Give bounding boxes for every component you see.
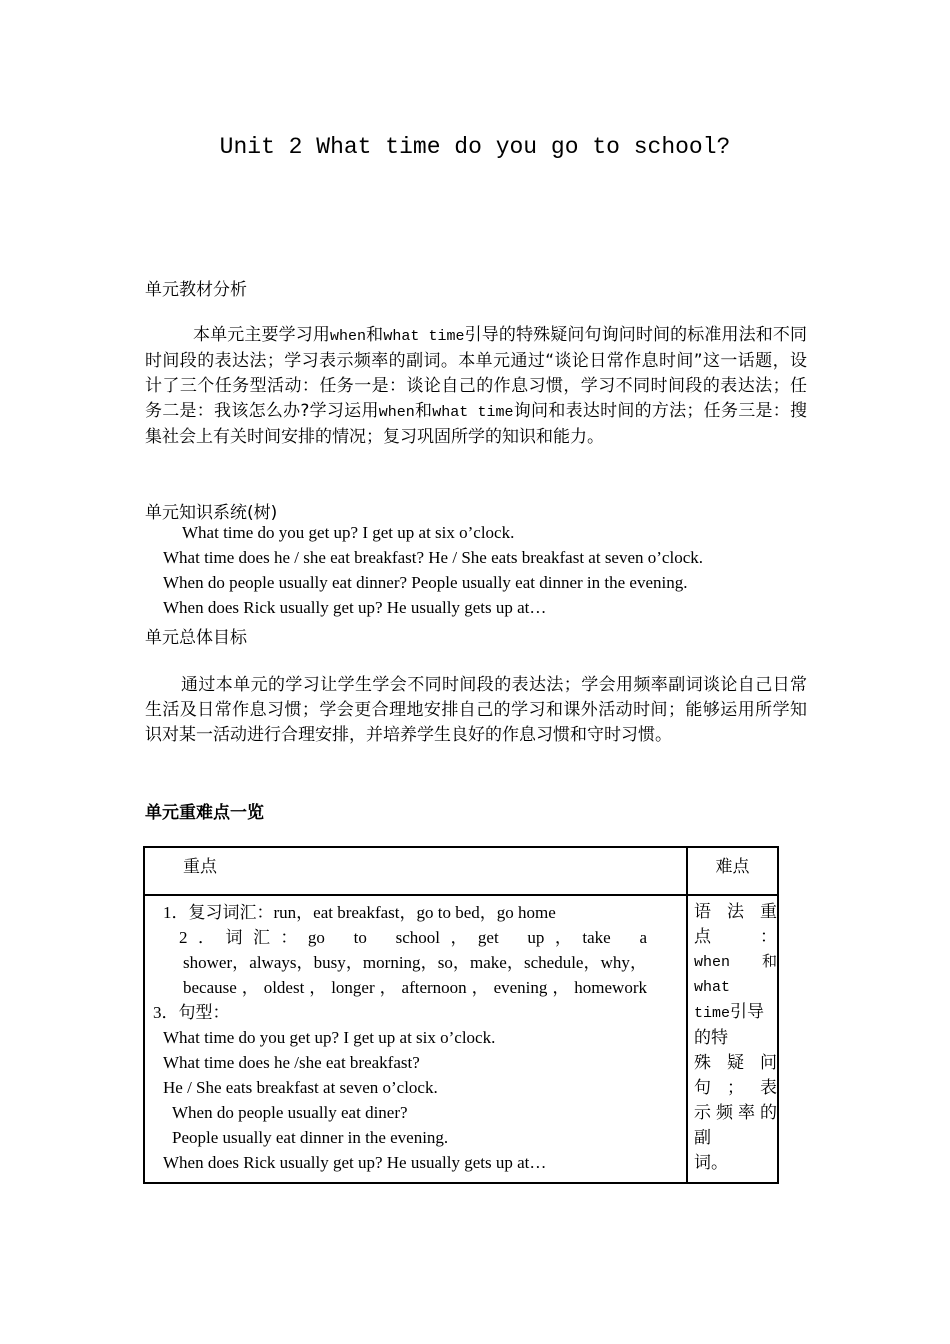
- key-point-line: shower，always，busy，morning，so，make，schedule，why，: [183, 953, 647, 972]
- knowledge-line: What time does he / she eat breakfast? He / She eats breakfast at seven o’clock.: [163, 548, 703, 567]
- goals-heading: 单元总体目标: [145, 628, 247, 648]
- difficult-line: 殊疑问句；表: [694, 1053, 777, 1098]
- knowledge-line: When do people usually eat dinner? People usually eat dinner in the evening.: [163, 573, 688, 592]
- key-point-line: When do people usually eat diner?: [172, 1103, 408, 1122]
- difficult-line: 引导的特: [694, 1002, 765, 1048]
- difficult-line: 词。: [694, 1153, 728, 1173]
- key-point-line: 1．复习词汇：run，eat breakfast，go to bed，go home: [163, 903, 556, 922]
- key-point-line: 3．句型：: [153, 1003, 230, 1022]
- key-column-header: 重点: [144, 847, 687, 895]
- key-point-line: People usually eat dinner in the evening.: [172, 1128, 449, 1147]
- key-points-cell: [144, 895, 687, 1183]
- keypoints-table: [143, 846, 779, 1184]
- difficult-line: time: [694, 1005, 731, 1022]
- goals-paragraph: 通过本单元的学习让学生学会不同时间段的表达法；学会用频率副词谈论自己日常生活及日常作息习惯；学会更合理地安排自己的学习和课外活动时间；能够运用所学知识对某一活动进行合理安排，并培养学生良好的作息习惯和守时习惯。: [145, 675, 807, 745]
- key-point-line: When does Rick usually get up? He usually gets up at…: [163, 1153, 547, 1172]
- analysis-heading: 单元教材分析: [145, 280, 247, 300]
- key-point-line: He / She eats breakfast at seven o’clock.: [163, 1078, 438, 1097]
- knowledge-line: When does Rick usually get up? He usually gets up at…: [163, 598, 547, 617]
- difficult-line: 示频率的副: [694, 1103, 777, 1148]
- difficult-line: 语法重点：: [694, 902, 777, 947]
- key-point-line: What time do you get up? I get up at six o’clock.: [163, 1028, 496, 1047]
- difficult-column-header: 难点: [687, 847, 778, 895]
- key-point-line: because，oldest，longer，afternoon，evening，homework: [183, 978, 647, 997]
- analysis-paragraph: 本单元主要学习用when和what time引导的特殊疑问句询问时间的标准用法和不同时间段的表达法；学习表示频率的副词。本单元通过“谈论日常作息时间”这一话题，设计了三个任务型活动：任务一是：谈论自己的作息习惯，学习不同时间段的表达法；任务二是：我该怎么办?学习运用when和what time询问和表达时间的方法；任务三是：搜集社会上有关时间安排的情况；复习巩固所学的知识和能力。: [145, 325, 808, 447]
- difficult-points-cell: [687, 895, 778, 1183]
- knowledge-line: What time do you get up? I get up at six o’clock.: [182, 523, 515, 542]
- key-point-line: 2．词汇：go to school，get up，take a: [179, 928, 647, 947]
- keypoints-heading: 单元重难点一览: [145, 803, 264, 823]
- difficult-line: when 和 what: [694, 954, 777, 996]
- knowledge-heading: 单元知识系统(树): [145, 503, 278, 523]
- key-point-line: What time does he /she eat breakfast?: [163, 1053, 420, 1072]
- document-title: Unit 2 What time do you go to school?: [219, 134, 731, 160]
